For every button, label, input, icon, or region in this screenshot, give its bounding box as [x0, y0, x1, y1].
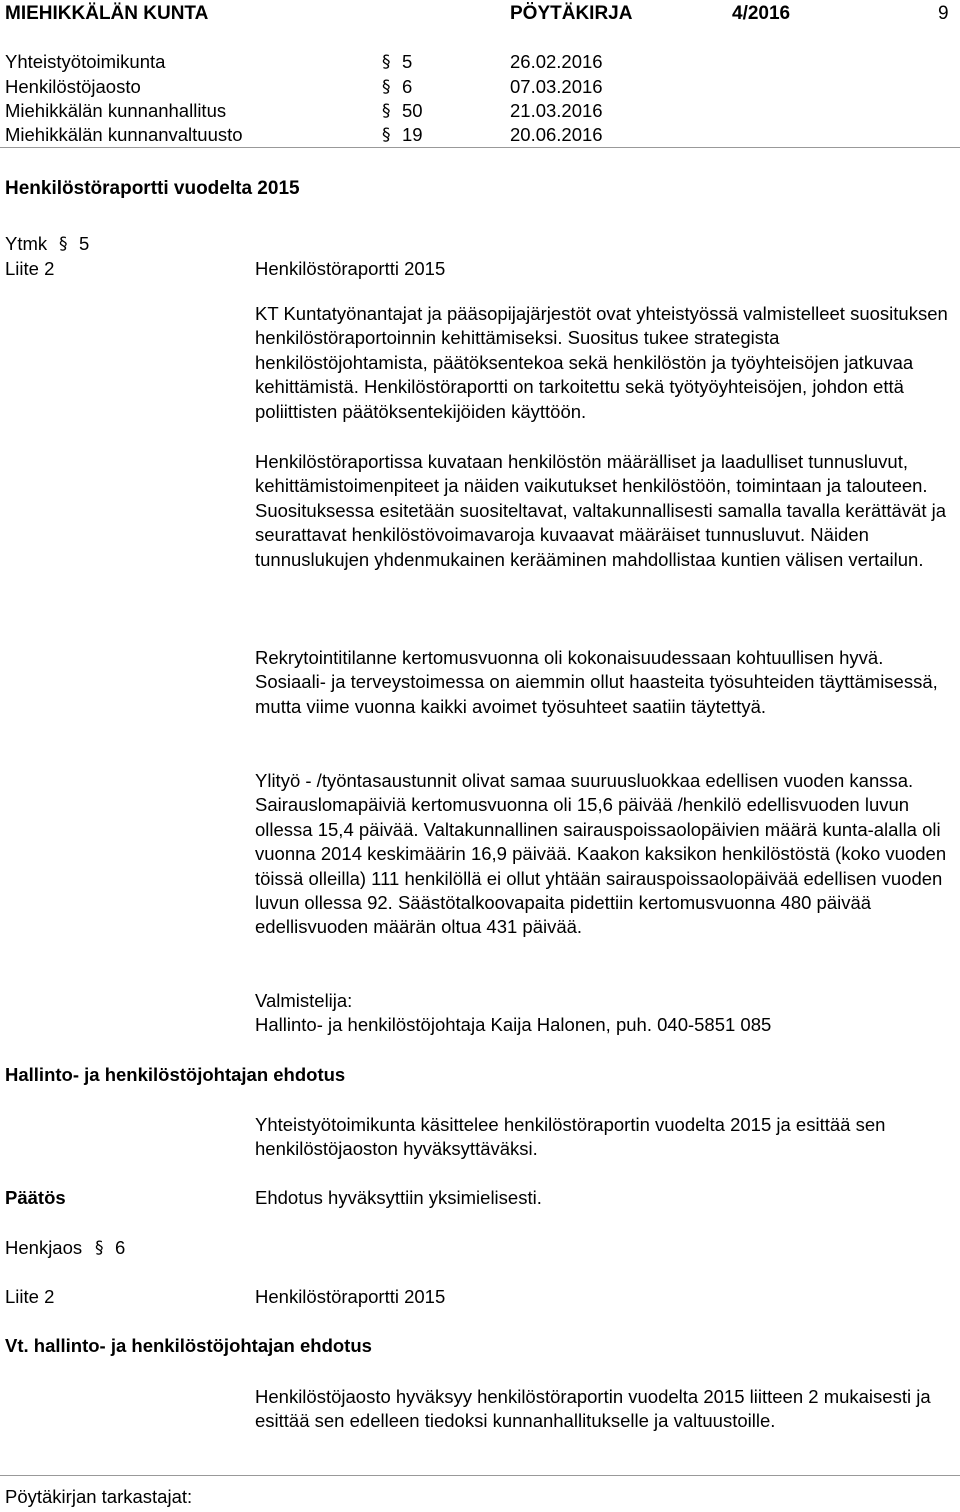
paragraph: [255, 646, 955, 719]
section-mark: §: [95, 1238, 104, 1258]
attachment-title: Henkilöstöraportti 2015: [255, 258, 446, 279]
body-date: 21.03.2016: [510, 100, 603, 121]
org-name: MIEHIKKÄLÄN KUNTA: [5, 3, 209, 24]
section-mark: §: [382, 101, 391, 121]
body-section: 50: [402, 100, 423, 121]
decision-text: Ehdotus hyväksyttiin yksimielisesti.: [255, 1187, 542, 1208]
paragraph-text: Yhteistyötoimikunta käsittelee henkilöstöraportin vuodelta 2015 ja esittää sen henkilöstöjaoston hyväksyttäväksi.: [255, 1114, 886, 1160]
body-section: 6: [402, 76, 413, 97]
body-section: 19: [402, 124, 423, 145]
section-mark: §: [382, 125, 391, 145]
paragraph-text: Henkilöstöraportissa kuvataan henkilöstön määrälliset ja laadulliset tunnusluvut, kehittämistoimenpiteet ja näiden vaikutukset henkilöstöön, toimintaan ja talouteen. Suosituksessa esitetään suositeltavat, valtakunnallisesti samalla tavalla kerättävät ja seurattavat henkilöstövoimavaroja kuvaavat määräiset tunnusluvut. Näiden tunnuslukujen yhdenmukainen kerääminen mahdollistaa kuntien välisen vertailun.: [255, 451, 947, 570]
proposal-label: Vt. hallinto- ja henkilöstöjohtajan ehdotus: [5, 1335, 372, 1356]
attachment-label: Liite 2: [5, 1286, 55, 1307]
paragraph: [255, 450, 955, 572]
henkjaos-number: 6: [115, 1237, 126, 1258]
ytmk-number: 5: [79, 233, 90, 254]
henkjaos-label: Henkjaos: [5, 1237, 83, 1258]
body-name: Miehikkälän kunnanhallitus: [5, 100, 227, 121]
header-divider: [0, 147, 960, 148]
paragraph-text: Henkilöstöjaosto hyväksyy henkilöstöraportin vuodelta 2015 liitteen 2 mukaisesti ja esittää sen edelleen tiedoksi kunnanhallitukselle ja valtuustoille.: [255, 1386, 931, 1432]
body-section: 5: [402, 51, 413, 72]
proposal-text: [255, 1113, 955, 1162]
preparer-name: Hallinto- ja henkilöstöjohtaja Kaija Halonen, puh. 040-5851 085: [255, 1014, 772, 1035]
section-mark: §: [382, 52, 391, 72]
section-mark: §: [382, 77, 391, 97]
proposal-text: [255, 1385, 955, 1434]
attachment-label: Liite 2: [5, 258, 55, 279]
page-title: Henkilöstöraportti vuodelta 2015: [5, 178, 300, 199]
decision-label: Päätös: [5, 1187, 66, 1208]
proposal-label: Hallinto- ja henkilöstöjohtajan ehdotus: [5, 1064, 346, 1085]
footer-divider: [0, 1475, 960, 1476]
body-name: Henkilöstöjaosto: [5, 76, 141, 97]
body-name: Yhteistyötoimikunta: [5, 51, 166, 72]
footer-label: Pöytäkirjan tarkastajat:: [5, 1486, 193, 1507]
document-number: 4/2016: [732, 3, 791, 24]
paragraph: [255, 302, 955, 424]
paragraph-text: KT Kuntatyönantajat ja pääsopijajärjestöt ovat yhteistyössä valmistelleet suosituksen henkilöstöraportoinnin kehittämiseksi. Suositus tukee strategista henkilöstöjohtamista, päätöksentekoa sekä henkilöstön ja työyhteisöjen jatkuvaa kehittämistä. Henkilöstöraportti on tarkoitettu sekä työtyöyhteisöjen, johdon että poliittisten päätöksentekijöiden käyttöön.: [255, 303, 948, 422]
preparer-label: Valmistelija:: [255, 990, 353, 1011]
body-date: 26.02.2016: [510, 51, 603, 72]
body-date: 20.06.2016: [510, 124, 603, 145]
paragraph-text: Ylityö - /työntasaustunnit olivat samaa suuruusluokkaa edellisen vuoden kanssa. Sairauslomapäiviä kertomusvuonna oli 15,6 päivää /henkilö edellisvuoden luvun ollessa 15,4 päivää. Valtakunnallinen sairauspoissaolopäivien määrä kunta-alalla oli vuonna 2014 keskimäärin 16,9 päivää. Kaakon kaksikon henkilöstöstä (koko vuoden töissä olleilla) 111 henkilöllä ei ollut yhtään sairauspoissaolopäivää edellisen vuoden luvun ollessa 92. Säästötalkoovapaita pidettiin kertomusvuonna 480 päivää edellisvuoden määrän oltua 431 päivää.: [255, 770, 947, 938]
paragraph-text: Rekrytointitilanne kertomusvuonna oli kokonaisuudessaan kohtuullisen hyvä. Sosiaali- ja terveystoimessa on aiemmin ollut haasteita työsuhteiden täyttämisessä, mutta viime vuonna kaikki avoimet työsuhteet saatiin täytettyä.: [255, 647, 938, 717]
body-name: Miehikkälän kunnanvaltuusto: [5, 124, 243, 145]
page-number: 9: [938, 3, 949, 24]
ytmk-label: Ytmk: [5, 233, 48, 254]
paragraph: [255, 769, 955, 940]
section-mark: §: [59, 234, 68, 254]
attachment-title: Henkilöstöraportti 2015: [255, 1286, 446, 1307]
body-date: 07.03.2016: [510, 76, 603, 97]
document-type: PÖYTÄKIRJA: [510, 3, 633, 24]
